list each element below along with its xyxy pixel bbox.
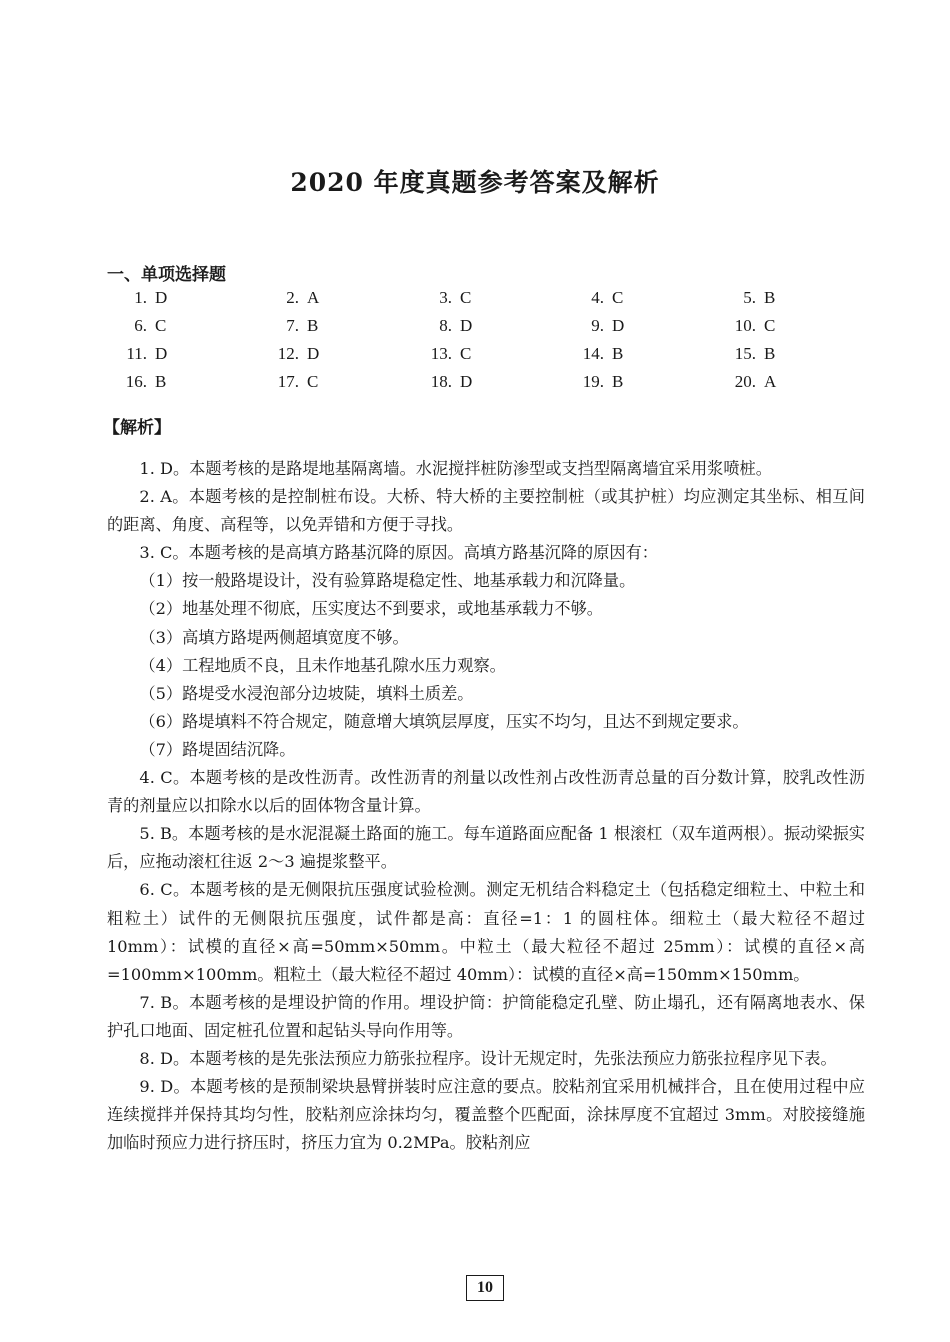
analysis-body	[107, 455, 865, 1157]
analysis-paragraph: 7. B。本题考核的是埋设护筒的作用。埋设护筒：护筒能稳定孔壁、防止塌孔，还有隔离地表水、保护孔口地面、固定桩孔位置和起钻头导向作用等。	[107, 992, 865, 1040]
analysis-list-item: （4）工程地质不良，且未作地基孔隙水压力观察。	[139, 655, 506, 675]
answer-item: 16. B	[125, 372, 167, 391]
answer-item: 2. A	[286, 288, 320, 307]
analysis-list-item: （1）按一般路堤设计，没有验算路堤稳定性、地基承载力和沉降量。	[139, 571, 636, 591]
analysis-list-item: （2）地基处理不彻底，压实度达不到要求，或地基承载力不够。	[139, 599, 603, 619]
answer-item: 13. C	[430, 344, 472, 363]
analysis-paragraph: 8. D。本题考核的是先张法预应力筋张拉程序。设计无规定时，先张法预应力筋张拉程序见下表。	[139, 1048, 837, 1068]
answer-item: 15. B	[734, 344, 776, 363]
answer-row	[107, 344, 867, 372]
analysis-paragraph: 9. D。本题考核的是预制梁块悬臂拼装时应注意的要点。胶粘剂宜采用机械拌合，且在使用过程中应连续搅拌并保持其均匀性，胶粘剂应涂抹均匀，覆盖整个匹配面，涂抹厚度不宜超过 3mm。对胶接缝施加临时预应力进行挤压时，挤压力宜为 0.2MPa。胶粘剂应	[107, 1077, 865, 1153]
analysis-list-item: （6）路堤填料不符合规定，随意增大填筑层厚度，压实不均匀，且达不到规定要求。	[139, 711, 749, 731]
answer-item: 11. D	[126, 344, 168, 363]
answer-item: 1. D	[134, 288, 168, 307]
answer-item: 12. D	[277, 344, 320, 363]
answer-item: 6. C	[134, 316, 167, 335]
answer-item: 20. A	[734, 372, 777, 391]
analysis-list-item: （5）路堤受水浸泡部分边坡陡，填料土质差。	[139, 683, 474, 703]
answer-item: 14. B	[582, 344, 624, 363]
answer-grid	[107, 288, 867, 400]
analysis-paragraph: 1. D。本题考核的是路堤地基隔离墙。水泥搅拌桩防渗型或支挡型隔离墙宜采用浆喷桩。	[139, 459, 772, 478]
answer-row	[107, 316, 867, 344]
answer-row	[107, 288, 867, 316]
answer-item: 8. D	[439, 316, 473, 335]
page-title: 2020 年度真题参考答案及解析	[290, 168, 660, 197]
analysis-list-item: （7）路堤固结沉降。	[139, 739, 296, 759]
section-heading-single-choice: 一、单项选择题	[107, 265, 226, 285]
answer-item: 3. C	[439, 288, 472, 307]
answer-row	[107, 372, 867, 400]
answer-item: 5. B	[743, 288, 776, 307]
analysis-paragraph: 4. C。本题考核的是改性沥青。改性沥青的剂量以改性剂占改性沥青总量的百分数计算，胶乳改性沥青的剂量应以扣除水以后的固体物含量计算。	[107, 768, 865, 816]
answer-item: 10. C	[734, 316, 776, 335]
answer-item: 4. C	[591, 288, 624, 307]
analysis-list-item: （3）高填方路堤两侧超填宽度不够。	[139, 627, 409, 647]
analysis-paragraph: 3. C。本题考核的是高填方路基沉降的原因。高填方路基沉降的原因有：	[139, 543, 658, 563]
analysis-paragraph: 6. C。本题考核的是无侧限抗压强度试验检测。测定无机结合料稳定土（包括稳定细粒土、中粒土和粗粒土）试件的无侧限抗压强度，试件都是高：直径=1：1 的圆柱体。细粒土（最大粒径不超过 10mm）：试模的直径×高=50mm×50mm。中粒土（最大粒径不超过 25mm）：试模的直径×高=100mm×100mm。粗粒土（最大粒径不超过 40mm）：试模的直径×高=150mm×150mm。	[107, 880, 865, 984]
analysis-heading: 【解析】	[103, 418, 171, 438]
page-number: 10	[466, 1275, 504, 1301]
answer-item: 7. B	[286, 316, 319, 335]
answer-item: 17. C	[277, 372, 319, 391]
analysis-paragraph: 2. A。本题考核的是控制桩布设。大桥、特大桥的主要控制桩（或其护桩）均应测定其坐标、相互间的距离、角度、高程等，以免弄错和方便于寻找。	[107, 487, 865, 535]
analysis-paragraph: 5. B。本题考核的是水泥混凝土路面的施工。每车道路面应配备 1 根滚杠（双车道两根）。振动梁振实后，应拖动滚杠往返 2～3 遍提浆整平。	[107, 824, 865, 872]
answer-item: 19. B	[582, 372, 624, 391]
answer-item: 9. D	[591, 316, 625, 335]
answer-item: 18. D	[430, 372, 473, 391]
